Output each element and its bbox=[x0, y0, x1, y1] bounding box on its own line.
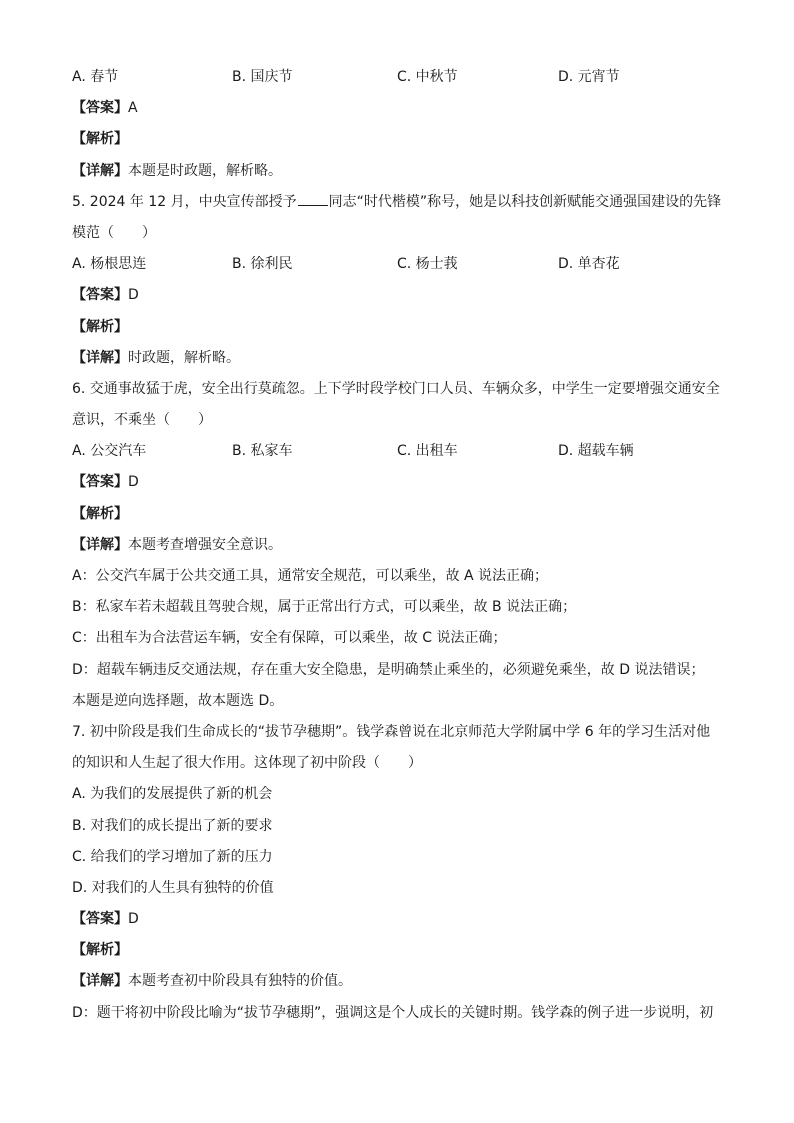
analysis-tag: 【解析】 bbox=[72, 505, 128, 522]
detail-tag: 【详解】 bbox=[72, 349, 128, 366]
q5-option-a: A. 杨根思连 bbox=[72, 256, 147, 273]
q6-stem-line2: 意识，不乘坐（ ） bbox=[72, 412, 212, 429]
q4-option-d: D. 元宵节 bbox=[558, 69, 620, 85]
answer-tag: 【答案】 bbox=[72, 911, 128, 928]
detail-tag: 【详解】 bbox=[72, 973, 128, 990]
q5-option-c: C. 杨士莪 bbox=[397, 256, 458, 273]
q6-explain-a: A：公交汽车属于公共交通工具，通常安全规范，可以乘坐，故 A 说法正确； bbox=[72, 568, 549, 584]
answer-value: D bbox=[128, 911, 139, 928]
q5-stem-before: 5. 2024 年 12 月，中央宣传部授予 bbox=[72, 193, 297, 210]
answer-value: A bbox=[128, 100, 138, 117]
answer-value: D bbox=[128, 474, 139, 491]
q6-explain-c: C：出租车为合法营运车辆，安全有保障，可以乘坐，故 C 说法正确； bbox=[72, 630, 507, 647]
detail-tag: 【详解】 bbox=[72, 536, 128, 553]
q5-stem-line2: 模范（ ） bbox=[72, 224, 156, 241]
q6-answer bbox=[72, 467, 724, 498]
q7-stem-line1: 7. 初中阶段是我们生命成长的“拔节孕穗期”。钱学森曾说在北京师范大学附属中学 6 年的学习生活对他 bbox=[72, 723, 711, 740]
analysis-tag: 【解析】 bbox=[72, 318, 128, 335]
q5-option-b: B. 徐利民 bbox=[232, 256, 293, 273]
q6-analysis bbox=[72, 499, 724, 530]
q4-option-a: A. 春节 bbox=[72, 69, 119, 85]
q5-analysis bbox=[72, 312, 724, 343]
q4-detail bbox=[72, 156, 724, 187]
answer-tag: 【答案】 bbox=[72, 474, 128, 491]
detail-text: 本题考查增强安全意识。 bbox=[128, 536, 282, 553]
q7-option-c: C. 给我们的学习增加了新的压力 bbox=[72, 848, 273, 865]
q5-detail bbox=[72, 343, 724, 374]
detail-text: 时政题，解析略。 bbox=[128, 349, 240, 366]
fill-blank bbox=[298, 191, 328, 206]
q7-option-d: D. 对我们的人生具有独特的价值 bbox=[72, 879, 274, 896]
q5-options bbox=[72, 249, 724, 280]
q6-conclusion: 本题是逆向选择题，故本题选 D。 bbox=[72, 692, 284, 709]
q7-detail bbox=[72, 966, 724, 997]
detail-text: 本题是时政题，解析略。 bbox=[128, 162, 282, 179]
q4-analysis bbox=[72, 124, 724, 155]
answer-tag: 【答案】 bbox=[72, 100, 128, 117]
q6-stem-line1: 6. 交通事故猛于虎，安全出行莫疏忽。上下学时段学校门口人员、车辆众多，中学生一定要增强交通安全 bbox=[72, 380, 720, 397]
q4-option-c: C. 中秋节 bbox=[397, 69, 458, 85]
q6-option-a: A. 公交汽车 bbox=[72, 443, 147, 460]
q6-options bbox=[72, 436, 724, 467]
q5-option-d: D. 单杏花 bbox=[558, 256, 620, 273]
q6-option-d: D. 超载车辆 bbox=[558, 443, 634, 460]
q7-option-b: B. 对我们的成长提出了新的要求 bbox=[72, 817, 273, 834]
q4-options bbox=[72, 62, 724, 93]
analysis-tag: 【解析】 bbox=[72, 942, 128, 959]
q7-analysis bbox=[72, 935, 724, 966]
answer-tag: 【答案】 bbox=[72, 287, 128, 304]
detail-text: 本题考查初中阶段具有独特的价值。 bbox=[128, 973, 352, 990]
q5-stem-line1 bbox=[72, 187, 724, 218]
answer-value: D bbox=[128, 287, 139, 304]
q6-option-c: C. 出租车 bbox=[397, 443, 458, 460]
q5-stem-after: 同志“时代楷模”称号，她是以科技创新赋能交通强国建设的先锋 bbox=[328, 193, 722, 210]
detail-tag: 【详解】 bbox=[72, 162, 128, 179]
q7-option-a: A. 为我们的发展提供了新的机会 bbox=[72, 786, 273, 803]
q6-option-b: B. 私家车 bbox=[232, 443, 293, 460]
q6-explain-b: B：私家车若未超载且驾驶合规，属于正常出行方式，可以乘坐，故 B 说法正确； bbox=[72, 599, 577, 616]
q5-answer bbox=[72, 280, 724, 311]
analysis-tag: 【解析】 bbox=[72, 131, 128, 148]
q7-explain-d: D：题干将初中阶段比喻为“拔节孕穗期”，强调这是个人成长的关键时期。钱学森的例子进一步说明，初 bbox=[72, 1004, 714, 1021]
document-page bbox=[72, 62, 724, 1029]
q7-answer bbox=[72, 904, 724, 935]
q7-stem-line2: 的知识和人生起了很大作用。这体现了初中阶段（ ） bbox=[72, 755, 422, 772]
q4-answer bbox=[72, 93, 724, 124]
q4-option-b: B. 国庆节 bbox=[232, 69, 293, 85]
q6-detail bbox=[72, 530, 724, 561]
q6-explain-d: D：超载车辆违反交通法规，存在重大安全隐患，是明确禁止乘坐的，必须避免乘坐，故 D 说法错误； bbox=[72, 661, 705, 678]
